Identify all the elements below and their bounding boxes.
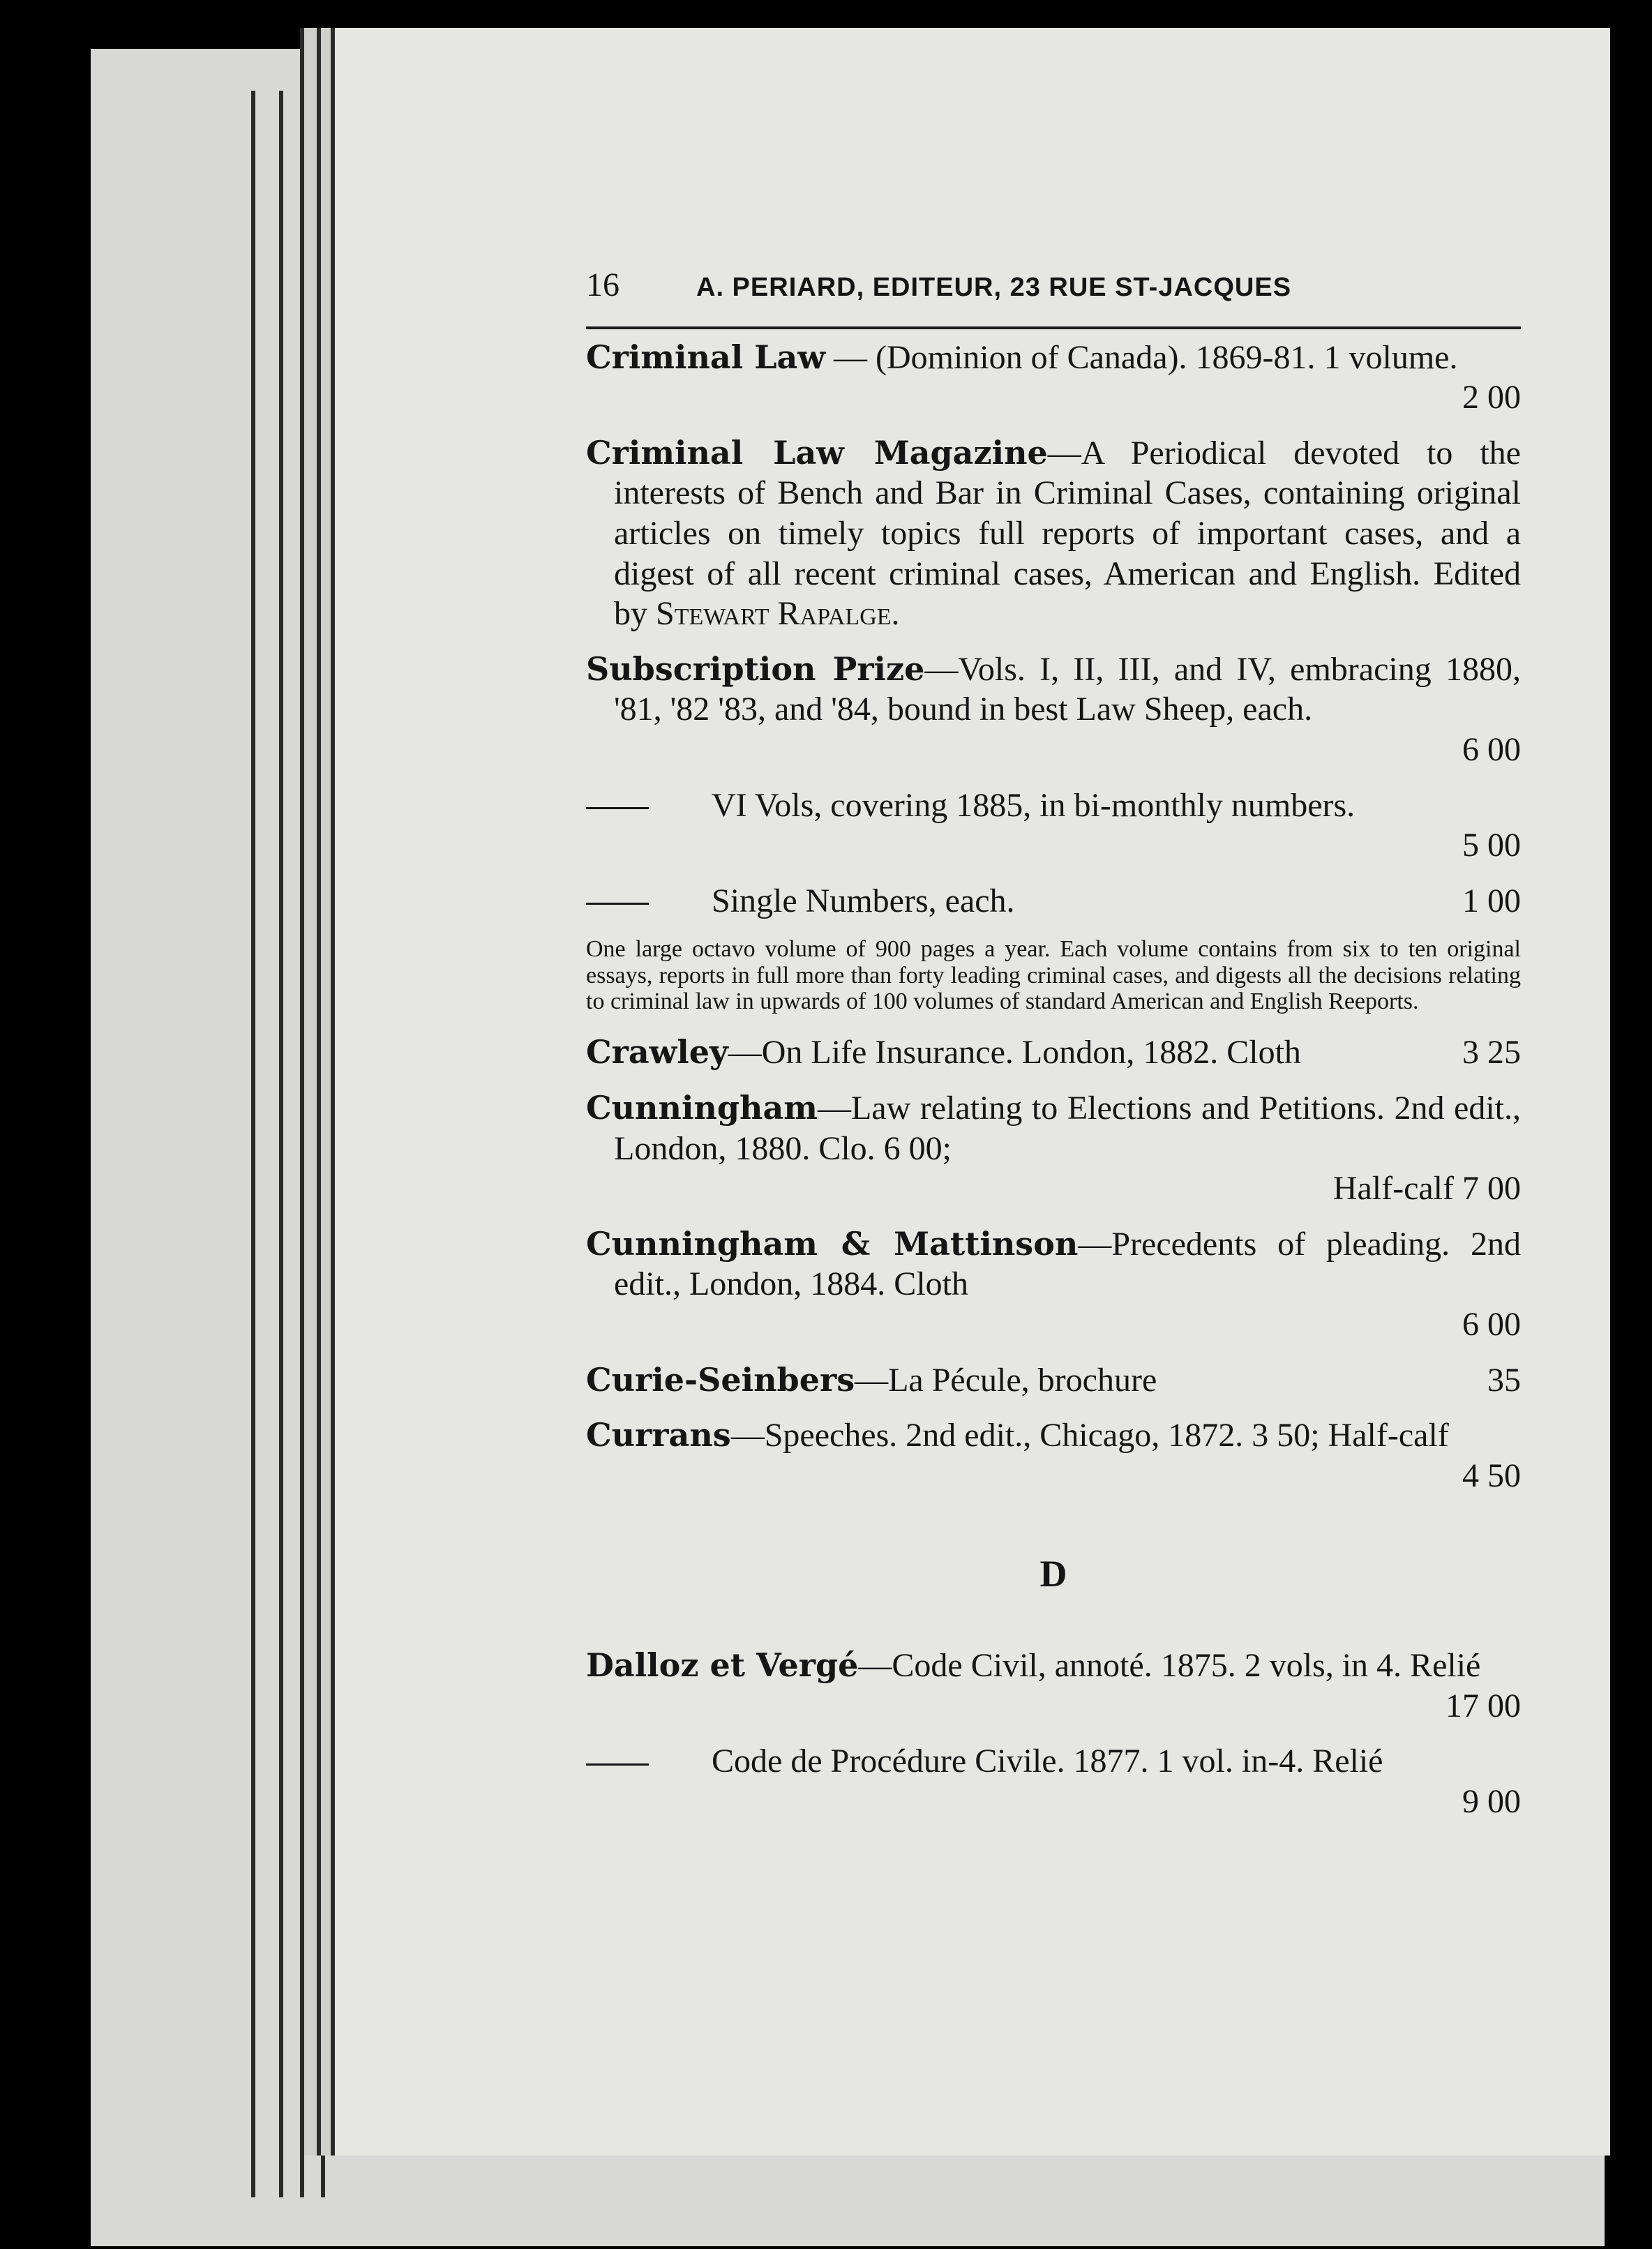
entry-title: Criminal Law Magazine <box>586 433 1048 472</box>
entry-price: 1 00 <box>1462 882 1521 919</box>
entry-text: —Vols. I, II, III, and IV, embracing 1880, '81, '82 '83, and '84, bound in best Law Sheep, each. <box>614 650 1521 728</box>
binding-shadow <box>1610 0 1652 2249</box>
catalog-subentry <box>586 1741 1521 1821</box>
catalog-entry <box>586 338 1521 418</box>
entry-text: —On Life Insurance. London, 1882. Cloth <box>728 1034 1301 1071</box>
entry-price: 9 00 <box>1462 1783 1521 1820</box>
catalog-entry <box>586 1646 1521 1726</box>
entry-price: 5 00 <box>1462 827 1521 864</box>
catalog-entry <box>586 1360 1521 1401</box>
entry-price: 2 00 <box>1462 379 1521 416</box>
entry-price: 17 00 <box>1446 1687 1521 1724</box>
entry-text: Code de Procédure Civile. 1877. 1 vol. in-4. Relié <box>712 1743 1383 1780</box>
catalog-entry <box>586 1032 1521 1073</box>
page-edge <box>321 91 325 2197</box>
page-edge <box>279 91 283 2197</box>
entry-title: Dalloz et Vergé <box>586 1646 859 1685</box>
entry-editor: Stewart Rapalge. <box>656 595 900 633</box>
catalog-subentry <box>586 881 1521 922</box>
section-letter: D <box>1039 1553 1067 1595</box>
entry-title: Cunningham & Mattinson <box>586 1224 1079 1263</box>
catalog-entry <box>586 433 1521 634</box>
entry-price: 6 00 <box>1462 730 1521 768</box>
entry-extra-price: Half-calf 7 00 <box>1332 1170 1521 1208</box>
catalog-entry <box>586 1415 1521 1496</box>
page-edge <box>300 91 304 2197</box>
running-header <box>586 265 1521 329</box>
entry-text: —Law relating to Elections and Petitions. 2nd edit., London, 1880. Clo. 6 00; <box>614 1090 1521 1167</box>
entry-text: —Code Civil, annoté. 1875. 2 vols, in 4. Relié <box>858 1647 1481 1685</box>
entry-text: Single Numbers, each. <box>712 882 1015 919</box>
entry-text: — (Dominion of Canada). 1869-81. 1 volume. <box>833 338 1458 376</box>
entry-title: Criminal Law <box>586 338 825 376</box>
publisher-line: A. PERIARD, EDITEUR, 23 RUE ST-JACQUES <box>696 273 1292 302</box>
entry-title: Crawley <box>586 1033 728 1071</box>
entry-price: 3 25 <box>1462 1034 1521 1071</box>
page-content <box>586 265 1521 1837</box>
entry-price: 4 50 <box>1462 1457 1521 1494</box>
catalog-entry <box>586 649 1521 770</box>
entry-title: Curie-Seinbers <box>586 1360 855 1399</box>
entry-title: Cunningham <box>586 1089 818 1127</box>
catalog-entry <box>586 1224 1521 1345</box>
entry-text: —La Pécule, brochure <box>855 1361 1157 1399</box>
entry-text: —A Periodical devoted to the interests of Bench and Bar in Criminal Cases, containing original articles on timely topics full reports of important cases, and a digest of all recent criminal cases, American and English. Edited by <box>614 434 1521 633</box>
entry-price: 6 00 <box>1462 1306 1521 1344</box>
entry-price: 35 <box>1487 1361 1521 1399</box>
ditto-dash <box>586 903 649 905</box>
entry-text: VI Vols, covering 1885, in bi-monthly numbers. <box>712 786 1356 824</box>
catalog-entry <box>586 1088 1521 1209</box>
entry-title: Subscription Prize <box>586 649 925 688</box>
entry-text: —Precedents of pleading. 2nd edit., London, 1884. Cloth <box>614 1225 1521 1303</box>
catalog-note: One large octavo volume of 900 pages a year. Each volume contains from six to ten original essays, reports in full more than forty leading criminal cases, and digests all the decisions relating to criminal law in upwards of 100 volumes of standard American and English Reeports. <box>586 936 1521 1015</box>
entry-title: Currans <box>586 1416 731 1454</box>
ditto-dash <box>586 807 649 809</box>
catalog-subentry <box>586 785 1521 866</box>
page-number: 16 <box>586 266 620 303</box>
ditto-dash <box>586 1763 649 1766</box>
page-edge <box>251 91 255 2197</box>
entry-text: —Speeches. 2nd edit., Chicago, 1872. 3 50; Half-calf <box>730 1417 1449 1454</box>
